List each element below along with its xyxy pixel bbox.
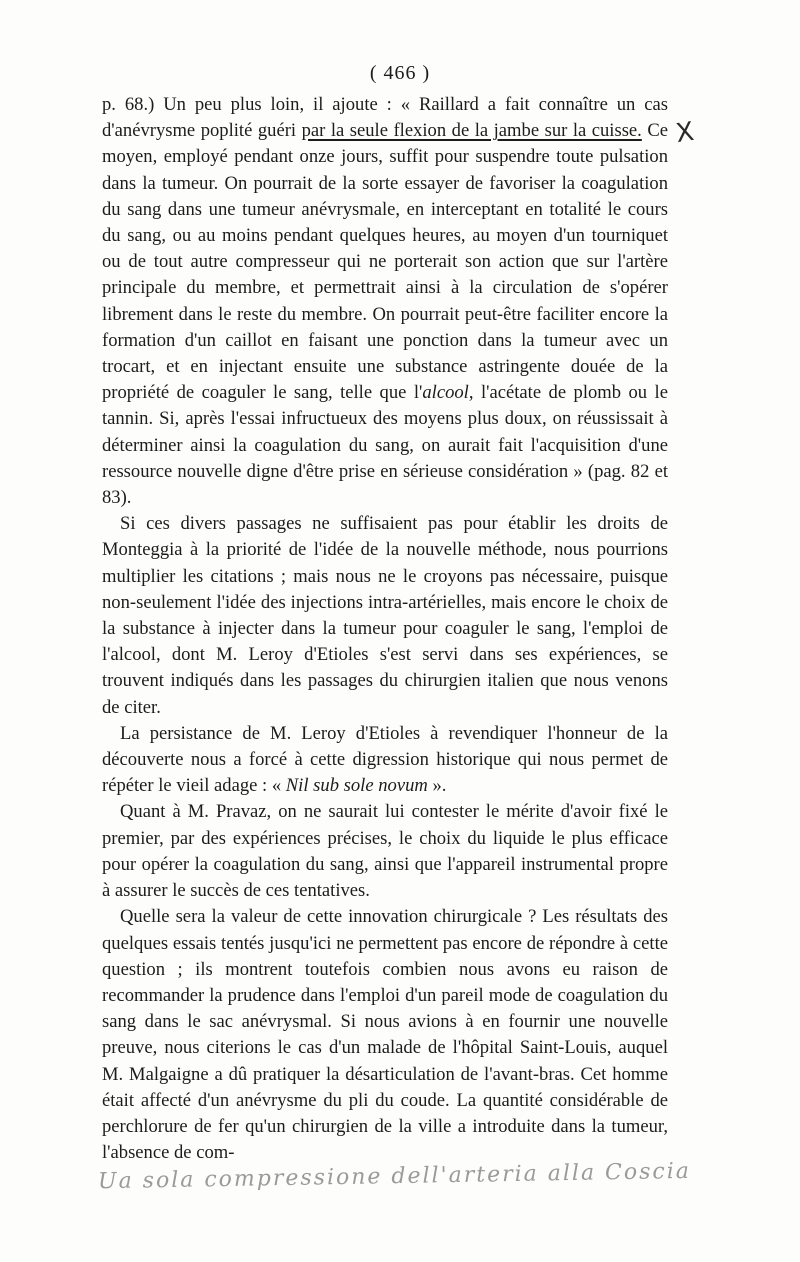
text-segment: , l'acétate de plomb ou le tannin. Si, après l'essai infructueux des moyens plus doux, on réussissait à déterminer ainsi la coagulation du sang, on aurait fait l'acquisition d'une ressource nouvelle digne d'être prise en sérieuse considération » (pag. 82 et 83). [102, 382, 668, 509]
paragraph [102, 799, 668, 904]
text-segment: Si ces divers passages ne suffisaient pas pour établir les droits de Monteggia à la priorité de l'idée de la nouvelle méthode, nous pourrions multiplier les citations ; mais nous ne le croyons pas nécessaire, puisque non-seulement l'idée des injections intra-artérielles, mais encore le choix de la substance à injecter dans la tumeur pour coaguler le sang, l'emploi de l'alcool, dont M. Leroy d'Etioles s'est servi dans ses expériences, se trouvent indiqués dans les passages du chirurgien italien que nous venons de citer. [102, 513, 668, 718]
underlined-text: par la seule flexion de la jambe sur la cuisse. [301, 120, 642, 142]
text-segment: Quant à M. Pravaz, on ne saurait lui contester le mérite d'avoir fixé le premier, par des expériences précises, le choix du liquide le plus efficace pour opérer la coagulation du sang, ainsi que l'appareil instrumental propre à assurer le succès de ces tentatives. [102, 801, 668, 902]
body-text [102, 92, 668, 1166]
italic-text: alcool [422, 382, 469, 404]
text-segment: La persistance de M. Leroy d'Etioles à revendiquer l'honneur de la découverte nous a forcé à cette digression historique qui nous permet de répéter le vieil adage : « [102, 722, 668, 797]
paragraph [102, 511, 668, 721]
paragraph [102, 721, 668, 800]
text-segment: Ce moyen, employé pendant onze jours, suffit pour suspendre toute pulsation dans la tumeur. On pourrait de la sorte essayer de favoriser la coagulation du sang dans une tumeur anévrysmale, en interceptant en totalité le cours du sang, ou au moins pendant quelques heures, au moyen d'un tourniquet ou de tout autre compresseur qui ne porterait son action que sur l'artère principale du membre, et permettrait ainsi à la circulation de s'opérer librement dans le reste du membre. On pourrait peut-être faciliter encore la formation d'un caillot en faisant une ponction dans la tumeur avec un trocart, et en injectant ensuite une substance astringente douée de la propriété de coaguler le sang, telle que l' [102, 120, 669, 404]
italic-text: Nil sub sole novum [285, 775, 428, 797]
page-number: ( 466 ) [369, 62, 431, 84]
text-segment: ». [427, 775, 447, 797]
text-segment: Quelle sera la valeur de cette innovation chirurgicale ? Les résultats des quelques essais tentés jusqu'ici ne permettent pas encore de répondre à cette question ; ils montrent toutefois combien nous avons eu raison de recommander la prudence dans l'emploi d'un pareil mode de coagulation du sang dans le sac anévrysmal. Si nous avions à en fournir une nouvelle preuve, nous citerions le cas d'un malade de l'hôpital Saint-Louis, auquel M. Malgaigne a dû pratiquer la désarticulation de l'avant-bras. Cet homme était affecté d'un anévrysme du pli du coude. La quantité considérable de perchlorure de fer qu'un chirurgien de la ville a introduite dans la tumeur, l'absence de com- [102, 906, 668, 1164]
paragraph [102, 904, 668, 1166]
handwritten-annotation: Ua sola compressione dell'arteria alla Coscia [97, 1158, 692, 1195]
paragraph [102, 92, 668, 511]
text-segment: p. 68.) Un peu plus loin, il ajoute : « Raillard a fait connaître un cas d'anévrysme poplité guéri [102, 94, 668, 142]
margin-cross-mark: X [673, 116, 696, 150]
